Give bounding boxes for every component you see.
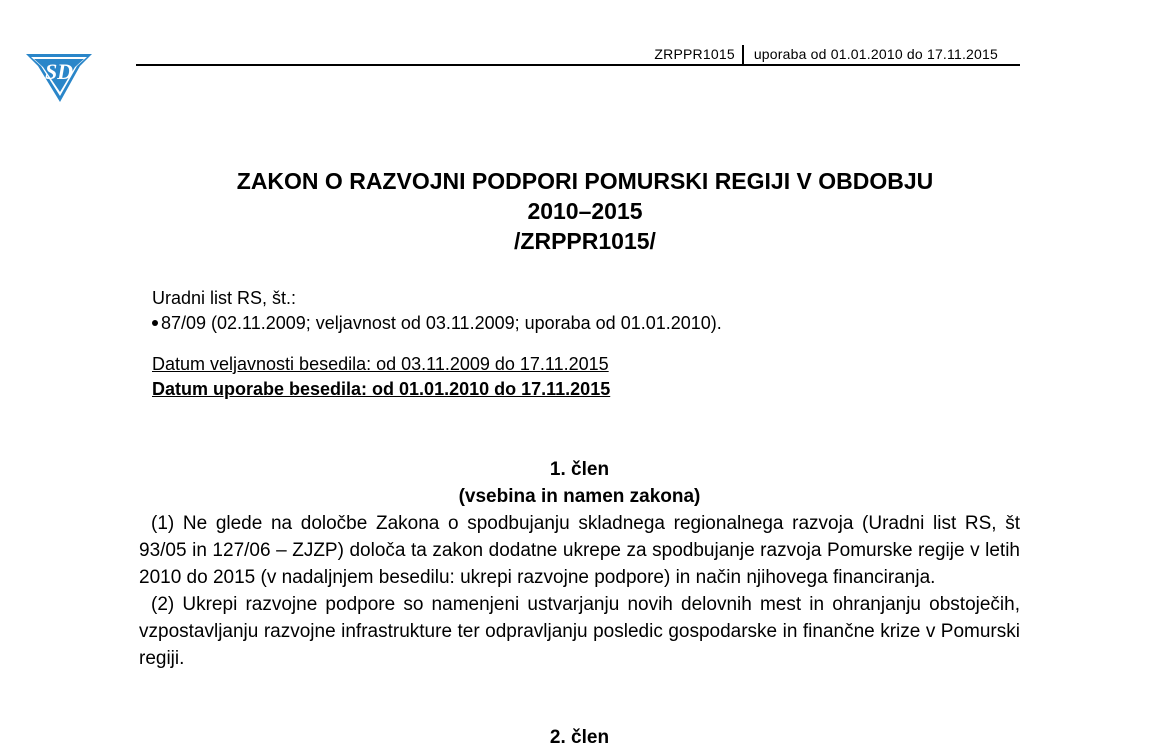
article-2 — [139, 724, 1020, 751]
validity-dates — [152, 352, 610, 402]
article-1 — [139, 456, 1020, 672]
bullet-icon — [152, 320, 158, 326]
title-line-2: 2010–2015 — [527, 198, 643, 224]
article-heading: (vsebina in namen zakona) — [458, 486, 701, 507]
article-number: 1. člen — [549, 459, 610, 480]
gazette-entry-text: 87/09 (02.11.2009; veljavnost od 03.11.2009; uporaba od 01.01.2010). — [161, 313, 722, 333]
page-header — [136, 44, 1020, 66]
article-number: 2. člen — [549, 727, 610, 748]
article-paragraph: (2) Ukrepi razvojne podpore so namenjeni ustvarjanju novih delovnih mest in ohranjanju obstoječih, vzpostavljanju razvojne infrastrukture ter odpravljanju posledic gospodarske in finančne krize v Pomurski regiji. — [139, 594, 1020, 669]
gazette-entry — [152, 311, 722, 336]
gazette-label: Uradni list RS, št.: — [152, 288, 297, 308]
header-doc-code: ZRPPR1015 — [654, 46, 735, 62]
publisher-logo — [22, 46, 96, 104]
header-usage-range: uporaba od 01.01.2010 do 17.11.2015 — [753, 46, 998, 62]
header-separator — [742, 45, 744, 64]
title-line-1: ZAKON O RAZVOJNI PODPORI POMURSKI REGIJI V OBDOBJU — [236, 168, 934, 194]
header-rule — [136, 64, 1020, 66]
title-line-3: /ZRPPR1015/ — [514, 228, 656, 254]
gazette-info — [152, 286, 722, 336]
article-paragraph: (1) Ne glede na določbe Zakona o spodbujanju skladnega regionalnega razvoja (Uradni list RS, št 93/05 in 127/06 – ZJZP) določa ta zakon dodatne ukrepe za spodbujanje razvoja Pomurske regije v letih 2010 do 2015 (v nadaljnjem besedilu: ukrepi razvojne podpore) in način njihovega financiranja. — [139, 513, 1020, 588]
validity-date-text: Datum veljavnosti besedila: od 03.11.2009 do 17.11.2015 — [152, 354, 609, 374]
usage-date-text: Datum uporabe besedila: od 01.01.2010 do 17.11.2015 — [152, 379, 611, 399]
document-title — [136, 166, 1034, 256]
logo-text: SD — [44, 59, 74, 84]
